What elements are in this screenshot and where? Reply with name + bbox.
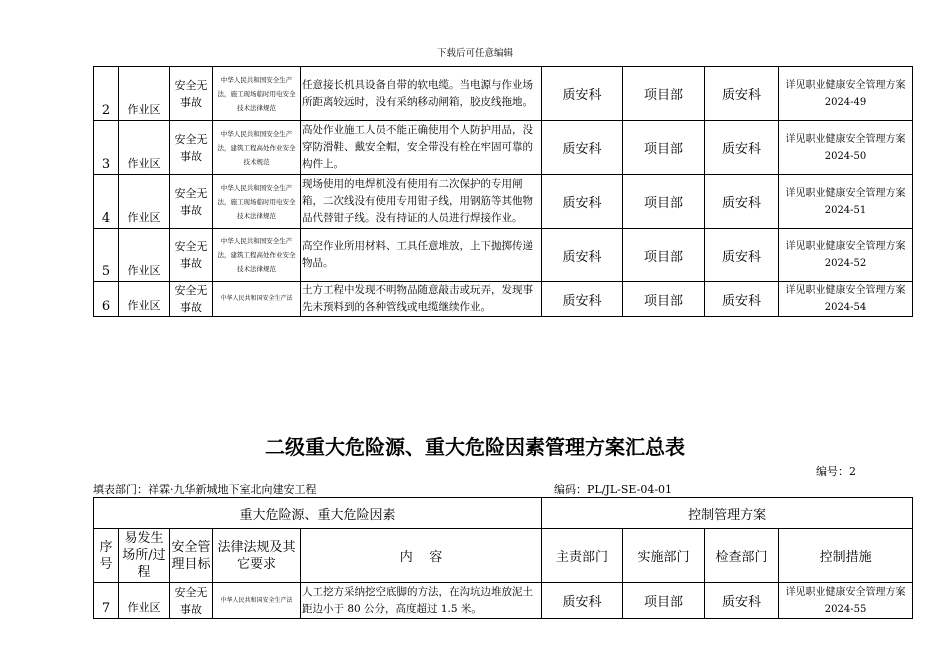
row-impl-dept: 项目部 <box>623 583 705 619</box>
row-content: 人工挖方采纳挖空底脚的方法，在沟坑边堆放泥土距边小于 80 公分，高度超过 1.5 米。 <box>301 583 542 619</box>
row-content: 现场使用的电焊机没有使用有二次保护的专用闸箱，二次线没有使用专用钳子线，用钢筋等其他物品代替钳子线。没有持证的人员进行焊接作业。 <box>301 175 542 229</box>
row-area: 作业区 <box>119 282 170 317</box>
row-measure: 详见职业健康安全管理方案 2024-50 <box>779 121 913 175</box>
row-impl-dept: 项目部 <box>623 67 705 121</box>
col-header-goal: 安全管 理目标 <box>170 529 213 583</box>
row-content: 任意接长机具设备自带的软电缆。当电源与作业场所距离较远时，没有采纳移动闸箱，胶皮线拖地。 <box>301 67 542 121</box>
serial-number: 编号：2 <box>816 465 856 478</box>
col-header-impl-dept: 实施部门 <box>623 529 705 583</box>
row-impl-dept: 项目部 <box>623 282 705 317</box>
row-goal: 安全无 事故 <box>170 175 213 229</box>
table-row <box>94 67 913 121</box>
row-law: 中华人民共和国安全生产法 <box>213 282 301 317</box>
page-title: 二级重大危险源、重大危险因素管理方案汇总表 <box>265 435 685 459</box>
row-law: 中华人民共和国安全生产 法，施工现场临时用电安全 技术法律规范 <box>213 175 301 229</box>
fill-department: 填表部门：祥霖·九华新城地下室北向建安工程 <box>93 483 317 496</box>
row-number: 7 <box>94 583 119 619</box>
row-content: 土方工程中发现不明物品随意敲击或玩弄，发现事先未预料到的各种管线或电缆继续作业。 <box>301 282 542 317</box>
row-number: 2 <box>94 67 119 121</box>
table-row <box>94 121 913 175</box>
row-check-dept: 质安科 <box>705 282 779 317</box>
row-main-dept: 质安科 <box>542 583 623 619</box>
row-main-dept: 质安科 <box>542 282 623 317</box>
row-number: 6 <box>94 282 119 317</box>
table-row <box>94 229 913 282</box>
row-number: 4 <box>94 175 119 229</box>
group-header-control: 控制管理方案 <box>542 498 913 529</box>
row-main-dept: 质安科 <box>542 229 623 282</box>
row-law: 中华人民共和国安全生产法 <box>213 583 301 619</box>
row-area: 作业区 <box>119 67 170 121</box>
row-main-dept: 质安科 <box>542 121 623 175</box>
document-code: 编码：PL/JL-SE-04-01 <box>554 483 673 496</box>
row-goal: 安全无 事故 <box>170 67 213 121</box>
row-measure: 详见职业健康安全管理方案 2024-51 <box>779 175 913 229</box>
hazard-table-bottom <box>93 497 913 619</box>
row-goal: 安全无 事故 <box>170 583 213 619</box>
col-header-place: 易发生 场所/过 程 <box>119 529 170 583</box>
row-impl-dept: 项目部 <box>623 229 705 282</box>
row-area: 作业区 <box>119 583 170 619</box>
col-header-no: 序 号 <box>94 529 119 583</box>
row-number: 5 <box>94 229 119 282</box>
col-header-content: 内 容 <box>301 529 542 583</box>
hazard-table-top <box>93 66 913 317</box>
row-law: 中华人民共和国安全生产 法，施工现场临时用电安全 技术法律规范 <box>213 67 301 121</box>
row-goal: 安全无 事故 <box>170 282 213 317</box>
row-content: 高空作业所用材料、工具任意堆放，上下抛掷传递物品。 <box>301 229 542 282</box>
row-goal: 安全无 事故 <box>170 121 213 175</box>
col-header-law: 法律法规及其 它要求 <box>213 529 301 583</box>
row-main-dept: 质安科 <box>542 67 623 121</box>
row-check-dept: 质安科 <box>705 67 779 121</box>
row-check-dept: 质安科 <box>705 229 779 282</box>
col-header-measure: 控制措施 <box>779 529 913 583</box>
row-law: 中华人民共和国安全生产 法，建筑工程高处作业安全 技术法律规范 <box>213 229 301 282</box>
row-check-dept: 质安科 <box>705 175 779 229</box>
row-area: 作业区 <box>119 229 170 282</box>
header-note: 下载后可任意编辑 <box>436 48 513 59</box>
row-measure: 详见职业健康安全管理方案 2024-55 <box>779 583 913 619</box>
table-row <box>94 175 913 229</box>
row-law: 中华人民共和国安全生产 法，建筑工程高处作业安全 技术规范 <box>213 121 301 175</box>
row-check-dept: 质安科 <box>705 583 779 619</box>
row-measure: 详见职业健康安全管理方案 2024-54 <box>779 282 913 317</box>
row-content: 高处作业施工人员不能正确使用个人防护用品，没穿防滑鞋、戴安全帽，安全带没有栓在牢固可靠的构件上。 <box>301 121 542 175</box>
row-area: 作业区 <box>119 121 170 175</box>
table-row <box>94 282 913 317</box>
row-main-dept: 质安科 <box>542 175 623 229</box>
row-impl-dept: 项目部 <box>623 121 705 175</box>
group-header-hazard: 重大危险源、重大危险因素 <box>94 498 542 529</box>
row-area: 作业区 <box>119 175 170 229</box>
row-number: 3 <box>94 121 119 175</box>
row-measure: 详见职业健康安全管理方案 2024-52 <box>779 229 913 282</box>
table-row <box>94 583 913 619</box>
row-goal: 安全无 事故 <box>170 229 213 282</box>
row-impl-dept: 项目部 <box>623 175 705 229</box>
col-header-check-dept: 检查部门 <box>705 529 779 583</box>
row-check-dept: 质安科 <box>705 121 779 175</box>
row-measure: 详见职业健康安全管理方案 2024-49 <box>779 67 913 121</box>
col-header-main-dept: 主责部门 <box>542 529 623 583</box>
